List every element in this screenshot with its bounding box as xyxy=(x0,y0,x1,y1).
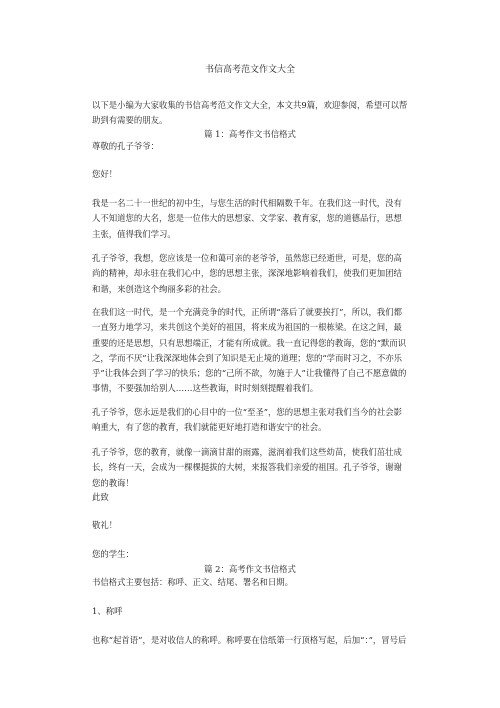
list-item-1-text: 也称“起首语”，是对收信人的称呼。称呼要在信纸第一行顶格写起，后加“：”，冒号后 xyxy=(92,635,407,645)
section-2-heading: 篇 2：高考作文书信格式 xyxy=(204,564,296,574)
document-title: 书信高考范文作文大全 xyxy=(204,65,295,75)
greeting: 您好！ xyxy=(92,169,118,179)
paragraph-1: 我是一名二十一世纪的初中生，与您生活的时代相隔数千年。在我们这一时代，没有人不知道您的大名，您是一位伟大的思想家、文学家、教育家，您的道德品行，思想主张，值得我们学习。 xyxy=(92,198,402,239)
closing-line-1: 此致 xyxy=(92,492,109,502)
paragraph-2: 孔子爷爷，我想，您应该是一位和蔼可亲的老爷爷，虽然您已经逝世，可是，您的高尚的精神，却永驻在我们心中，您的思想主张，深深地影响着我们，使我们更加团结和谐，来创造这个绚丽多彩的社会。 xyxy=(92,253,402,294)
salutation: 尊敬的孔子爷爷： xyxy=(92,141,159,151)
section-1-heading: 篇 1：高考作文书信格式 xyxy=(204,129,296,139)
closing-line-2: 敬礼！ xyxy=(92,520,118,530)
signature: 您的学生： xyxy=(92,549,134,559)
paragraph-5: 孔子爷爷，您的教育，就像一滴滴甘甜的雨露，滋润着我们这些幼苗，使我们茁壮成长，终有一天，会成为一棵棵挺拔的大树，来报答我们亲爱的祖国。孔子爷爷，谢谢您的教诲！ xyxy=(92,447,402,488)
paragraph-3: 在我们这一时代，是一个充满竞争的时代，正所谓“落后了就要挨打”，所以，我们都一直努力地学习，来共创这个美好的祖国，将来成为祖国的一根栋梁。在这之间，最重要的还是思想，只有思想端正，才能有所成就。我一直记得您的教诲，您的“默而识之，学而不厌”让我深深地体会到了知识是无止境的道理；您的“学而时习之，不亦乐乎”让我体会到了学习的快乐；您的“己所不欲，勿施于人”让我懂得了自己不愿意做的事情，不要强加给别人……这些教诲，时时刻刻提醒着我们。 xyxy=(92,307,407,394)
section-2-intro: 书信格式主要包括：称呼、正文、结尾、署名和日期。 xyxy=(92,577,293,587)
list-item-1-heading: 1、称呼 xyxy=(92,606,123,616)
intro-paragraph: 以下是小编为大家收集的书信高考范文作文大全，本文共9篇，欢迎参阅，希望可以帮助到有需要的朋友。 xyxy=(92,100,408,126)
paragraph-4: 孔子爷爷，您永远是我们的心目中的一位“至圣”，您的思想主张对我们当今的社会影响重大，有了您的教育，我们就能更好地打造和谐安宁的社会。 xyxy=(92,407,403,433)
